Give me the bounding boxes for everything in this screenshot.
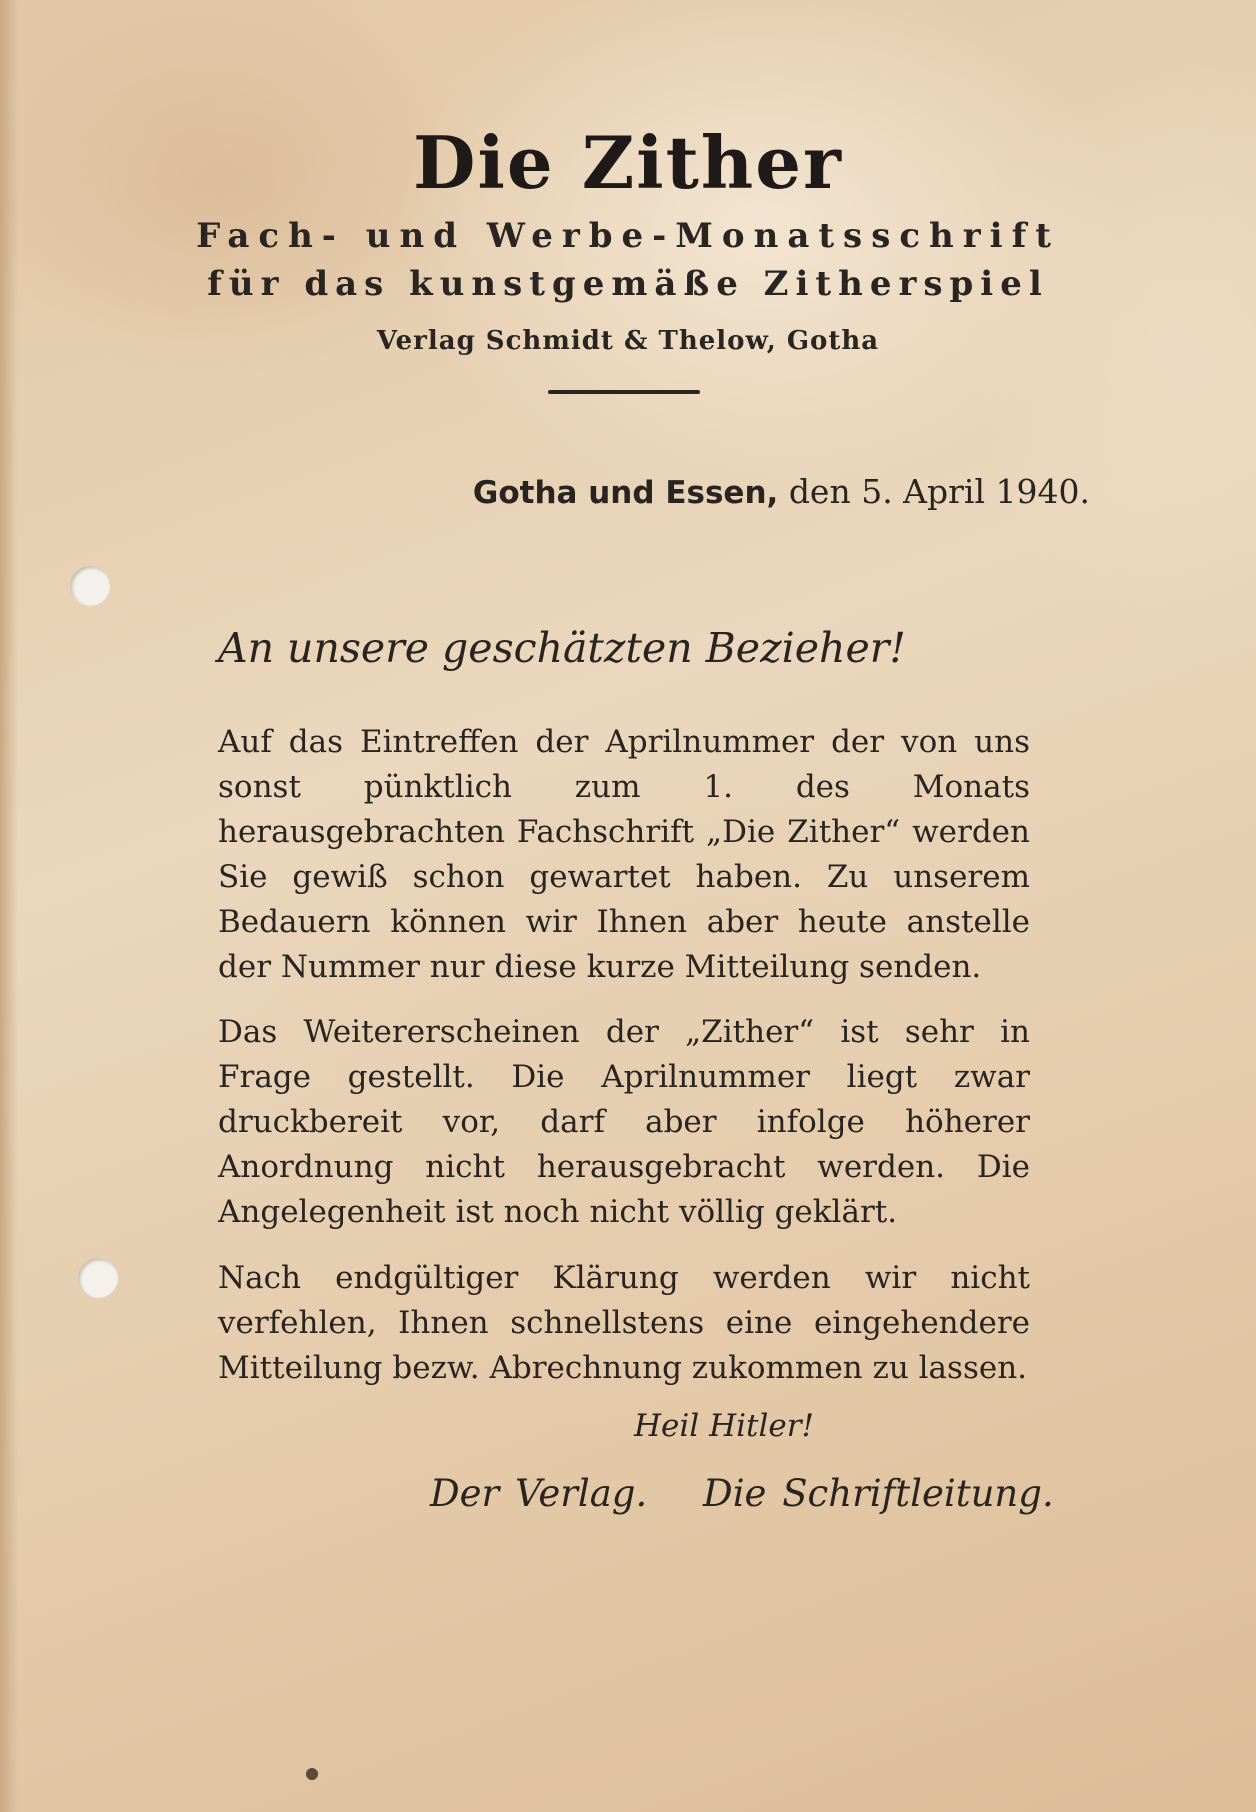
- masthead-divider: [548, 390, 700, 394]
- salutation: An unsere geschätzten Bezieher!: [218, 624, 906, 672]
- paragraph-3: Nach endgültiger Klärung werden wir nicht verfehlen, Ihnen schnellstens eine eingehendere Mitteilung bezw. Abrechnung zukommen zu lassen.: [218, 1260, 1030, 1386]
- masthead-subtitle-line2: für das kunstgemäße Zitherspiel: [207, 264, 1049, 304]
- paragraph-1: Auf das Eintreffen der Aprilnummer der von uns sonst pünktlich zum 1. des Monats herausgebrachten Fachschrift „Die Zither“ werden Sie gewiß schon gewartet haben. Zu unserem Bedauern können wir Ihnen aber heute anstelle der Nummer nur diese kurze Mitteilung senden.: [218, 724, 1030, 985]
- punch-hole-bottom: [78, 1258, 118, 1298]
- paragraph-2: Das Weitererscheinen der „Zither“ ist sehr in Frage gestellt. Die Aprilnummer liegt zwar druckbereit vor, darf aber infolge höherer Anordnung nicht herausgebracht werden. Die Angelegenheit ist noch nicht völlig geklärt.: [218, 1014, 1030, 1230]
- dateline-place: Gotha und Essen,: [472, 475, 779, 511]
- masthead-title: Die Zither: [413, 120, 843, 205]
- signatory-publisher: Der Verlag.: [430, 1472, 648, 1515]
- signature-line: [430, 1472, 1054, 1515]
- punch-hole-top: [70, 566, 110, 606]
- ink-dot: [306, 1768, 318, 1780]
- closing-greeting: Heil Hitler!: [634, 1408, 815, 1444]
- masthead-publisher: Verlag Schmidt & Thelow, Gotha: [376, 326, 880, 356]
- dateline-date: den 5. April 1940.: [788, 472, 1090, 511]
- dateline: [473, 472, 1090, 511]
- masthead-subtitle-line1: Fach- und Werbe-Monatsschrift: [196, 216, 1060, 256]
- signatory-editorial: Die Schriftleitung.: [703, 1472, 1054, 1515]
